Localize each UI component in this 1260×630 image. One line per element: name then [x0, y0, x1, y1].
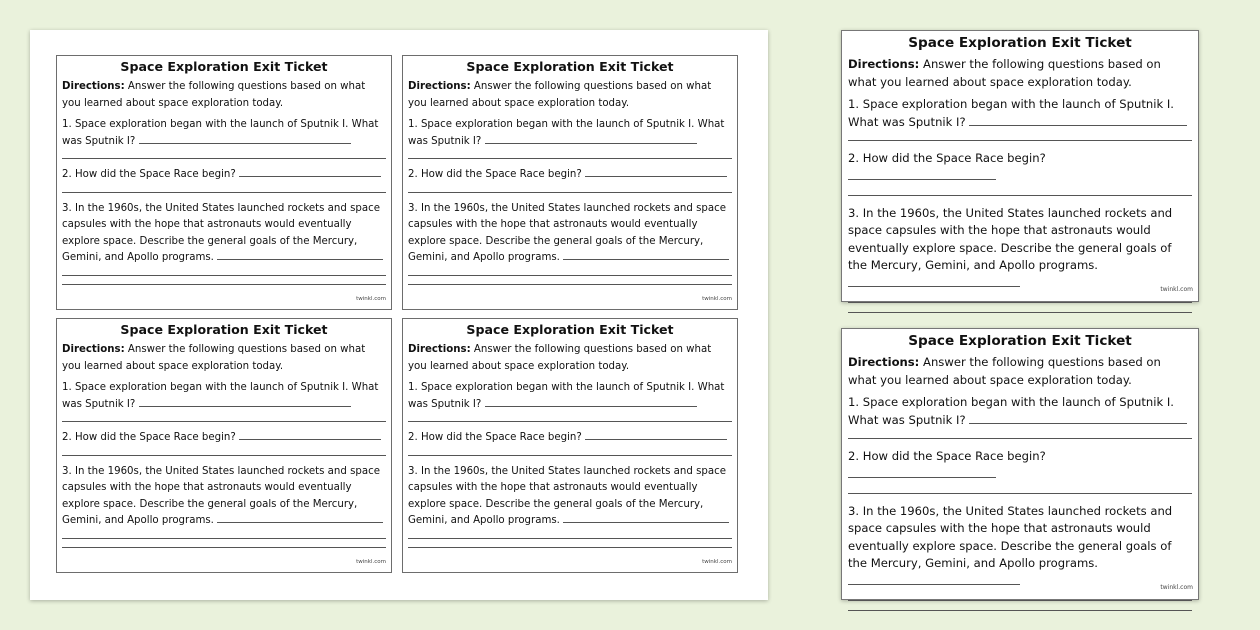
exit-ticket — [402, 55, 738, 310]
brand-label: twinkl.com — [356, 295, 386, 302]
answer-line[interactable] — [217, 259, 383, 260]
question-2: 2. How did the Space Race begin? — [62, 167, 386, 184]
answer-line[interactable] — [848, 610, 1192, 611]
answer-line[interactable] — [585, 439, 727, 440]
ticket-title: Space Exploration Exit Ticket — [120, 322, 328, 337]
answer-line[interactable] — [848, 302, 1192, 303]
directions-label: Directions: — [62, 344, 125, 355]
answer-line[interactable] — [62, 275, 386, 276]
exit-ticket-card — [841, 328, 1199, 600]
answer-line[interactable] — [848, 584, 1020, 585]
question-2: 2. How did the Space Race begin? — [848, 150, 1192, 185]
answer-line[interactable] — [62, 547, 386, 548]
answer-line[interactable] — [485, 143, 697, 144]
directions-text: Answer the following questions based on what you learned about space exploration today. — [848, 355, 1161, 387]
directions — [408, 79, 732, 112]
question-1: 1. Space exploration began with the launch of Sputnik I. What was Sputnik I? — [408, 382, 725, 410]
question-1: 1. Space exploration began with the launch of Sputnik I. What was Sputnik I? — [62, 119, 379, 147]
answer-line[interactable] — [969, 423, 1187, 424]
question-1: 1. Space exploration began with the launch of Sputnik I. What was Sputnik I? — [408, 119, 725, 147]
answer-line[interactable] — [408, 284, 732, 285]
directions-text: Answer the following questions based on what you learned about space exploration today. — [848, 57, 1161, 89]
ticket-title: Space Exploration Exit Ticket — [908, 35, 1132, 51]
answer-line[interactable] — [408, 538, 732, 539]
answer-line[interactable] — [563, 522, 729, 523]
exit-ticket — [56, 55, 392, 310]
answer-line[interactable] — [485, 406, 697, 407]
brand-label: twinkl.com — [356, 558, 386, 565]
answer-line[interactable] — [408, 275, 732, 276]
question-3: 3. In the 1960s, the United States launched rockets and space capsules with the hope that astronauts would eventually explore space. Describe the general goals of the Mercury, Gemini, and Apollo programs. — [62, 201, 386, 267]
question-3: 3. In the 1960s, the United States launched rockets and space capsules with the hope that astronauts would eventually explore space. Describe the general goals of the Mercury, Gemini, and Apollo programs. — [408, 201, 732, 267]
question-3: 3. In the 1960s, the United States launched rockets and space capsules with the hope that astronauts would eventually explore space. Describe the general goals of the Mercury, Gemini, and Apollo programs. — [848, 205, 1192, 293]
worksheet-page — [30, 30, 768, 600]
answer-line[interactable] — [139, 406, 351, 407]
directions-text: Answer the following questions based on what you learned about space exploration today. — [62, 344, 366, 372]
answer-line[interactable] — [848, 179, 996, 180]
question-3: 3. In the 1960s, the United States launched rockets and space capsules with the hope that astronauts would eventually explore space. Describe the general goals of the Mercury, Gemini, and Apollo programs. — [408, 464, 732, 530]
question-2: 2. How did the Space Race begin? — [408, 430, 732, 447]
question-1: 1. Space exploration began with the launch of Sputnik I. What was Sputnik I? — [848, 96, 1192, 131]
directions-label: Directions: — [848, 355, 920, 369]
exit-ticket — [56, 318, 392, 573]
directions — [62, 342, 386, 375]
directions — [408, 342, 732, 375]
directions-text: Answer the following questions based on what you learned about space exploration today. — [408, 344, 712, 372]
question-2: 2. How did the Space Race begin? — [62, 430, 386, 447]
question-3: 3. In the 1960s, the United States launched rockets and space capsules with the hope that astronauts would eventually explore space. Describe the general goals of the Mercury, Gemini, and Apollo programs. — [848, 503, 1192, 591]
answer-line[interactable] — [585, 176, 727, 177]
answer-line[interactable] — [408, 547, 732, 548]
answer-line[interactable] — [848, 477, 996, 478]
question-1: 1. Space exploration began with the launch of Sputnik I. What was Sputnik I? — [62, 382, 379, 410]
question-2: 2. How did the Space Race begin? — [408, 167, 732, 184]
brand-label: twinkl.com — [1160, 286, 1193, 294]
exit-ticket-card — [841, 30, 1199, 302]
directions — [62, 79, 386, 112]
directions-text: Answer the following questions based on what you learned about space exploration today. — [62, 81, 366, 109]
brand-label: twinkl.com — [702, 558, 732, 565]
exit-ticket — [402, 318, 738, 573]
answer-line[interactable] — [239, 439, 381, 440]
directions-label: Directions: — [848, 57, 920, 71]
directions-text: Answer the following questions based on what you learned about space exploration today. — [408, 81, 712, 109]
ticket-title: Space Exploration Exit Ticket — [466, 59, 674, 74]
directions-label: Directions: — [62, 81, 125, 92]
ticket-title: Space Exploration Exit Ticket — [908, 333, 1132, 349]
ticket-title: Space Exploration Exit Ticket — [120, 59, 328, 74]
answer-line[interactable] — [239, 176, 381, 177]
directions — [848, 56, 1192, 91]
answer-line[interactable] — [969, 125, 1187, 126]
answer-line[interactable] — [563, 259, 729, 260]
answer-line[interactable] — [217, 522, 383, 523]
answer-line[interactable] — [62, 284, 386, 285]
answer-line[interactable] — [848, 286, 1020, 287]
answer-line[interactable] — [848, 600, 1192, 601]
brand-label: twinkl.com — [1160, 584, 1193, 592]
answer-line[interactable] — [62, 538, 386, 539]
answer-line[interactable] — [848, 312, 1192, 313]
directions-label: Directions: — [408, 344, 471, 355]
brand-label: twinkl.com — [702, 295, 732, 302]
directions — [848, 354, 1192, 389]
directions-label: Directions: — [408, 81, 471, 92]
question-3: 3. In the 1960s, the United States launched rockets and space capsules with the hope that astronauts would eventually explore space. Describe the general goals of the Mercury, Gemini, and Apollo programs. — [62, 464, 386, 530]
question-1: 1. Space exploration began with the launch of Sputnik I. What was Sputnik I? — [848, 394, 1192, 429]
question-2: 2. How did the Space Race begin? — [848, 448, 1192, 483]
ticket-title: Space Exploration Exit Ticket — [466, 322, 674, 337]
answer-line[interactable] — [139, 143, 351, 144]
